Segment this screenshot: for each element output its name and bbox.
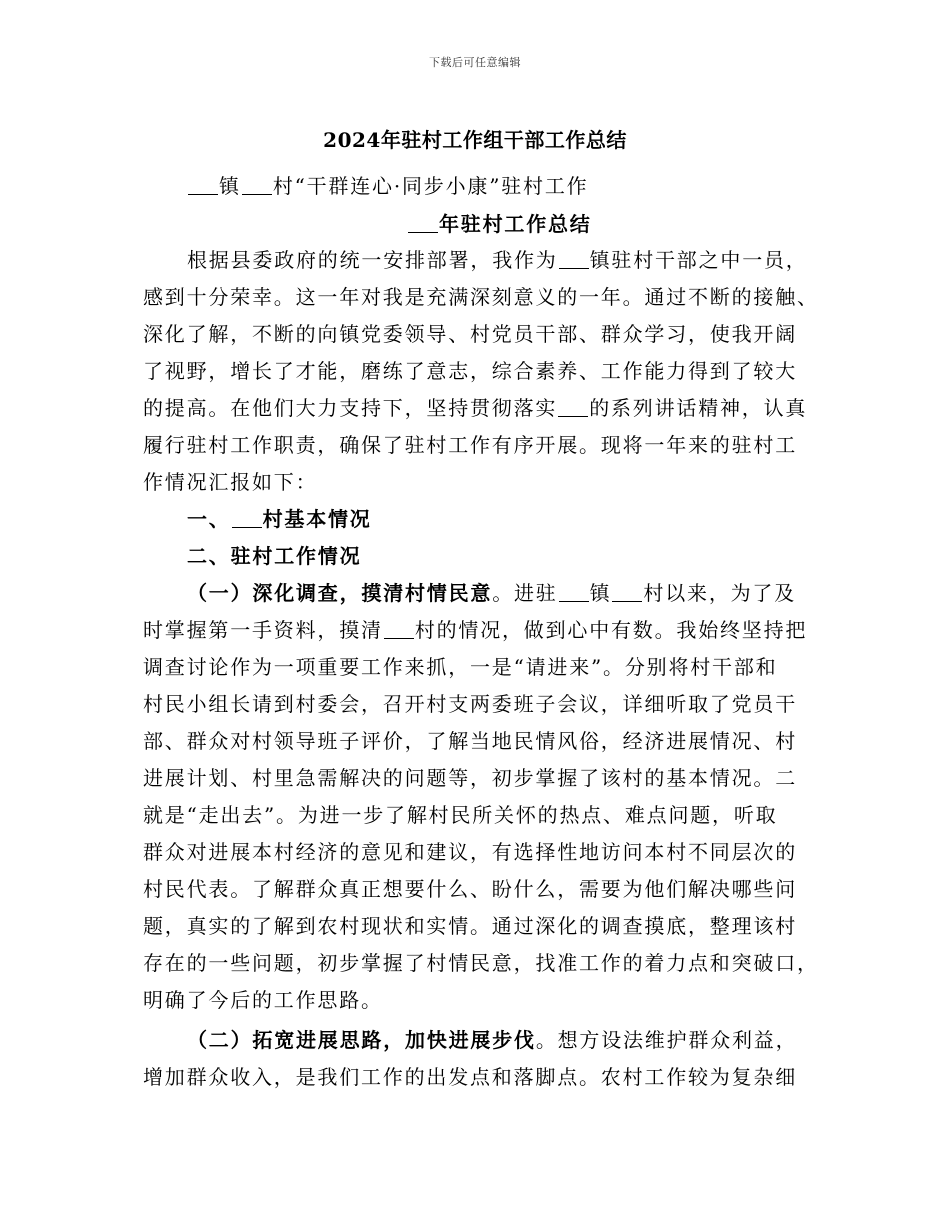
paragraph-line: 履行驻村工作职责，确保了驻村工作有序开展。现将一年来的驻村工	[143, 433, 797, 457]
section-heading-2: 二、驻村工作情况	[187, 544, 362, 568]
paragraph-line: 时掌握第一手资料，摸清 村的情况，做到心中有数。我始终坚持把	[143, 618, 808, 642]
paragraph-line: 就是“走出去”。为进一步了解村民所关怀的热点、难点问题，听取	[143, 803, 778, 827]
subtitle2-line	[407, 211, 592, 237]
blank-underline	[408, 214, 438, 233]
document-title: 2024年驻村工作组干部工作总结	[323, 128, 627, 152]
subsection-heading-1: （一）深化调查，摸清村情民意	[187, 581, 493, 605]
blank-underline	[612, 583, 642, 602]
paragraph-line: （一）深化调查，摸清村情民意。进驻 镇 村以来，为了及	[187, 581, 797, 605]
paragraph-line: 的提高。在他们大力支持下，坚持贯彻落实 的系列讲话精神，认真	[143, 396, 808, 420]
paragraph-line: 了视野，增长了才能，磨练了意志，综合素养、工作能力得到了较大	[143, 359, 797, 383]
paragraph-line: 村民代表。了解群众真正想要什么、盼什么，需要为他们解决哪些问	[143, 877, 797, 901]
paragraph-line: 感到十分荣幸。这一年对我是充满深刻意义的一年。通过不断的接触、	[143, 285, 819, 309]
blank-underline	[559, 250, 589, 269]
paragraph-line: 根据县委政府的统一安排部署，我作为 镇驻村干部之中一员，	[187, 248, 808, 272]
paragraph-line: 作情况汇报如下：	[143, 470, 318, 494]
blank-underline	[558, 398, 588, 417]
paragraph-line: 增加群众收入，是我们工作的出发点和落脚点。农村工作较为复杂细	[143, 1065, 797, 1089]
subsection-heading-2: （二）拓宽进展思路，加快进展步伐	[187, 1028, 536, 1052]
subtitle2-text: 年驻村工作总结	[439, 212, 592, 236]
paragraph-line: 存在的一些问题，初步掌握了村情民意，找准工作的着力点和突破口，	[143, 951, 819, 975]
blank-underline	[384, 620, 414, 639]
blank-underline	[188, 176, 218, 195]
paragraph-line: 部、群众对村领导班子评价，了解当地民情风俗，经济进展情况、村	[143, 729, 797, 753]
subtitle-line	[187, 173, 588, 199]
paragraph-line: 调查讨论作为一项重要工作来抓，一是“请进来”。分别将村干部和	[143, 655, 778, 679]
paragraph-line: （二）拓宽进展思路，加快进展步伐。想方设法维护群众利益，	[187, 1028, 798, 1052]
header-note: 下载后可任意编辑	[429, 56, 521, 69]
subtitle-text-1: 镇	[219, 174, 241, 198]
paragraph-line: 进展计划、村里急需解决的问题等，初步掌握了该村的基本情况。二	[143, 766, 797, 790]
paragraph-line: 群众对进展本村经济的意见和建议，有选择性地访问本村不同层次的	[143, 840, 797, 864]
subtitle-text-2: 村“干群连心·同步小康”驻村工作	[272, 174, 589, 198]
paragraph-line: 题，真实的了解到农村现状和实情。通过深化的调查摸底，整理该村	[143, 914, 797, 938]
paragraph-line: 深化了解，不断的向镇党委领导、村党员干部、群众学习，使我开阔	[143, 322, 797, 346]
paragraph-line: 明确了今后的工作思路。	[143, 988, 383, 1012]
paragraph-line: 村民小组长请到村委会，召开村支两委班子会议，详细听取了党员干	[143, 692, 797, 716]
blank-underline	[232, 509, 262, 528]
blank-underline	[242, 176, 272, 195]
section-heading-1: 一、 村基本情况	[187, 507, 372, 531]
blank-underline	[559, 583, 589, 602]
